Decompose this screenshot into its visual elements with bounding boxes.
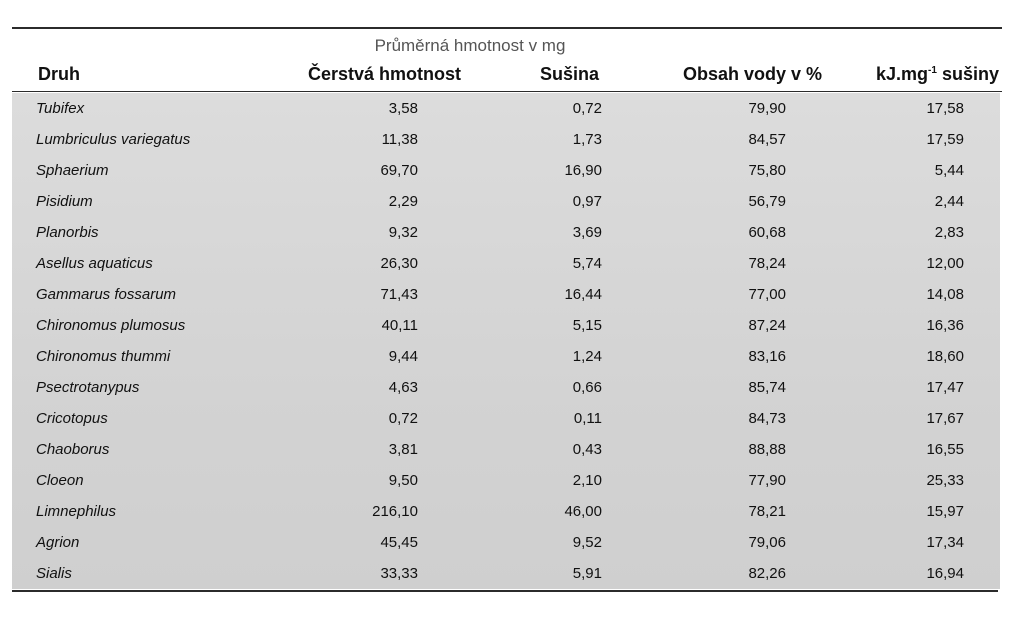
cell-water-content: 79,90 [748, 100, 786, 117]
cell-species: Gammarus fossarum [36, 286, 177, 303]
cell-dry-matter: 5,15 [572, 317, 602, 334]
cell-energy: 15,97 [926, 503, 964, 520]
table-row [12, 403, 1000, 434]
cell-water-content: 83,16 [748, 348, 786, 365]
energy-header-suffix: sušiny [936, 64, 999, 84]
cell-species: Tubifex [36, 100, 85, 117]
column-header-species: Druh [38, 64, 80, 84]
cell-species: Limnephilus [36, 503, 117, 520]
cell-dry-matter: 2,10 [572, 472, 602, 489]
cell-species: Cricotopus [36, 410, 108, 427]
cell-dry-matter: 0,11 [573, 410, 602, 427]
table-row [12, 186, 1000, 217]
cell-dry-matter: 1,24 [572, 348, 602, 365]
cell-fresh-weight: 0,72 [388, 410, 418, 427]
cell-dry-matter: 0,97 [572, 193, 602, 210]
cell-dry-matter: 9,52 [572, 534, 602, 551]
energy-header-exponent: -1 [928, 65, 937, 76]
cell-species: Pisidium [36, 193, 93, 210]
cell-energy: 17,58 [926, 100, 964, 117]
cell-water-content: 78,21 [748, 503, 786, 520]
table-row [12, 558, 1000, 589]
cell-energy: 16,55 [926, 441, 964, 458]
cell-energy: 2,83 [934, 224, 964, 241]
cell-fresh-weight: 9,50 [388, 472, 418, 489]
cell-fresh-weight: 45,45 [380, 534, 418, 551]
cell-energy: 25,33 [926, 472, 964, 489]
cell-fresh-weight: 9,44 [388, 348, 418, 365]
cell-fresh-weight: 2,29 [388, 193, 418, 210]
cell-water-content: 88,88 [748, 441, 786, 458]
cell-energy: 2,44 [934, 193, 964, 210]
table-row [12, 496, 1000, 527]
table-row [12, 248, 1000, 279]
cell-energy: 17,47 [926, 379, 964, 396]
cell-species: Lumbriculus variegatus [36, 131, 191, 148]
column-header-fresh-weight: Čerstvá hmotnost [308, 64, 462, 84]
cell-species: Cloeon [36, 472, 84, 489]
cell-water-content: 84,73 [748, 410, 786, 427]
cell-species: Psectrotanypus [36, 379, 140, 396]
cell-fresh-weight: 71,43 [380, 286, 418, 303]
table-row [12, 341, 1000, 372]
cell-energy: 14,08 [926, 286, 964, 303]
cell-species: Chironomus thummi [36, 348, 171, 365]
cell-dry-matter: 0,72 [572, 100, 602, 117]
table-row [12, 310, 1000, 341]
cell-species: Chaoborus [36, 441, 110, 458]
table-row [12, 465, 1000, 496]
cell-dry-matter: 16,44 [564, 286, 602, 303]
cell-species: Chironomus plumosus [36, 317, 186, 334]
cell-energy: 5,44 [934, 162, 964, 179]
cell-energy: 18,60 [926, 348, 964, 365]
cell-species: Sialis [36, 565, 72, 582]
table-row [12, 124, 1000, 155]
cell-water-content: 77,00 [748, 286, 786, 303]
table-row [12, 372, 1000, 403]
cell-fresh-weight: 3,58 [388, 100, 418, 117]
cell-energy: 16,36 [926, 317, 964, 334]
column-header-water-content: Obsah vody v % [683, 64, 823, 84]
cell-dry-matter: 1,73 [572, 131, 602, 148]
cell-energy: 17,34 [926, 534, 964, 551]
cell-fresh-weight: 69,70 [380, 162, 418, 179]
cell-dry-matter: 0,43 [572, 441, 602, 458]
column-header-dry-matter: Sušina [540, 64, 600, 84]
cell-water-content: 84,57 [748, 131, 786, 148]
cell-fresh-weight: 11,38 [381, 131, 418, 148]
cell-fresh-weight: 3,81 [388, 441, 418, 458]
cell-water-content: 75,80 [748, 162, 786, 179]
cell-species: Agrion [36, 534, 80, 551]
energy-header-prefix: kJ.mg [876, 64, 929, 84]
cell-energy: 16,94 [926, 565, 964, 582]
table-row [12, 93, 1000, 124]
cell-water-content: 87,24 [748, 317, 786, 334]
table-row [12, 434, 1000, 465]
cell-water-content: 56,79 [748, 193, 786, 210]
cell-fresh-weight: 4,63 [388, 379, 418, 396]
cell-energy: 17,59 [926, 131, 964, 148]
cell-dry-matter: 5,91 [572, 565, 602, 582]
cell-water-content: 85,74 [748, 379, 786, 396]
table-row [12, 279, 1000, 310]
cell-dry-matter: 0,66 [572, 379, 602, 396]
cell-fresh-weight: 40,11 [381, 317, 418, 334]
table-row [12, 155, 1000, 186]
cell-water-content: 77,90 [748, 472, 786, 489]
cell-species: Sphaerium [36, 162, 109, 179]
cell-dry-matter: 46,00 [564, 503, 602, 520]
cell-fresh-weight: 26,30 [380, 255, 418, 272]
cell-energy: 17,67 [926, 410, 964, 427]
column-header-energy [876, 64, 999, 85]
table-row [12, 217, 1000, 248]
cell-water-content: 79,06 [748, 534, 786, 551]
table-body [12, 93, 1000, 589]
cell-water-content: 82,26 [748, 565, 786, 582]
table-row [12, 527, 1000, 558]
cell-water-content: 78,24 [748, 255, 786, 272]
cell-water-content: 60,68 [748, 224, 786, 241]
cell-fresh-weight: 33,33 [380, 565, 418, 582]
group-header-average-weight: Průměrná hmotnost v mg [374, 36, 566, 55]
cell-energy: 12,00 [926, 255, 964, 272]
cell-fresh-weight: 216,10 [372, 503, 418, 520]
table-top-rule [12, 27, 1002, 29]
header-rule [12, 91, 1002, 92]
cell-fresh-weight: 9,32 [388, 224, 418, 241]
table-bottom-rule [12, 590, 998, 592]
cell-dry-matter: 5,74 [572, 255, 602, 272]
cell-species: Planorbis [36, 224, 99, 241]
cell-dry-matter: 3,69 [572, 224, 602, 241]
cell-dry-matter: 16,90 [564, 162, 602, 179]
cell-species: Asellus aquaticus [36, 255, 153, 272]
